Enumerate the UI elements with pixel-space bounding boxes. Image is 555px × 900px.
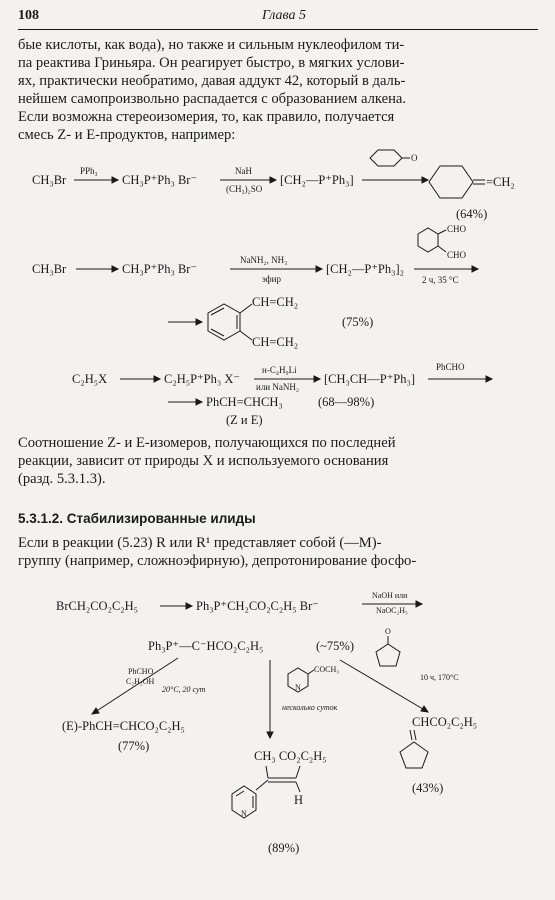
text-line: нейшем самопроизвольно распадается с образованием алкена. <box>18 91 407 107</box>
s2-base1: NaOH или <box>372 591 408 600</box>
r2-salt: CH₃P⁺Ph₃ Br⁻ <box>122 262 198 276</box>
s2-left-reagent1: PhCHO <box>128 667 154 676</box>
paragraph-stabilized <box>18 534 536 570</box>
reaction-scheme-2 <box>0 580 555 895</box>
r2-vinyl-bottom: CH=CH₂ <box>252 335 299 349</box>
s2-right-yield: (43%) <box>412 781 444 795</box>
arrowhead <box>112 266 118 272</box>
s2-left-reagent2: C₂H₅OH <box>126 677 155 686</box>
atom-n: N <box>295 683 301 692</box>
methylenecyclohexane-structure <box>429 166 485 198</box>
s2-mid-yield: (89%) <box>268 841 300 855</box>
text-line: (разд. 5.3.1.3). <box>18 471 106 487</box>
r1-ylide: [CH₂—P⁺Ph₃] <box>280 173 354 187</box>
divinylbenzene-structure <box>208 304 252 340</box>
pyridyl-crotonate-structure <box>232 766 300 818</box>
s2-salt: Ph₃P⁺CH₂CO₂C₂H₅ Br⁻ <box>196 599 319 613</box>
cyclopentanone-structure <box>376 627 400 666</box>
s2-left-conditions: 20°C, 20 сут <box>162 685 206 694</box>
r1-product: =CH₂ <box>486 175 515 189</box>
cyclopentylidene-structure <box>400 730 428 768</box>
r3-product: PhCH=CHCH₃ <box>206 395 283 409</box>
text-line: смесь Z- и E-продуктов, например: <box>18 127 236 143</box>
r2-vinyl-top: CH=CH₂ <box>252 295 299 309</box>
s2-mid-product-top: CH₃ CO₂C₂H₅ <box>254 749 327 763</box>
r1-salt: CH₃P⁺Ph₃ Br⁻ <box>122 173 198 187</box>
s2-left-yield: (77%) <box>118 739 150 753</box>
s2-mid-reagent: COCH₃ <box>314 665 340 674</box>
s2-mid-product-h: H <box>294 793 304 807</box>
s2-base2: NaOC₂H₅ <box>376 606 408 615</box>
arrowhead <box>112 177 118 183</box>
arrowhead <box>186 603 192 609</box>
r2-base: NaNH₂, NH₃ <box>240 255 288 265</box>
r2-yield: (75%) <box>342 315 374 329</box>
arrowhead <box>416 601 422 607</box>
r1-base: NaH <box>235 166 252 176</box>
reaction-scheme-1 <box>0 148 555 430</box>
arrowhead <box>314 376 320 382</box>
text-line: группу (например, сложноэфирную), депротонирование фосфо- <box>18 553 417 569</box>
atom-n: N <box>241 809 247 818</box>
text-line: па реактива Гриньяра. Он реагирует быстро, в мягких услови- <box>18 55 405 71</box>
arrowhead <box>472 266 478 272</box>
phthalaldehyde-structure <box>418 228 446 252</box>
text-line: Соотношение Z- и E-изомеров, получающихся по последней <box>18 435 396 451</box>
text-line: Если возможна стереоизомерия, то, как правило, получается <box>18 109 395 125</box>
r2-start: CH₃Br <box>32 262 67 276</box>
r1-start: CH₃Br <box>32 173 67 187</box>
text-line: бые кислоты, как вода), но также и сильным нуклеофилом ти- <box>18 37 405 53</box>
text-line: ях, практически необратимо, давая аддукт 42, который в даль- <box>18 73 406 89</box>
r1-solvent: (CH₃)₂SO <box>226 184 263 194</box>
r3-ylide: [CH₃CH—P⁺Ph₃] <box>324 372 416 386</box>
s2-right-conditions: 10 ч, 170°C <box>420 673 459 682</box>
r3-isomers: (Z и E) <box>226 413 263 427</box>
r3-base2: или NaNH₂ <box>256 382 300 392</box>
page-number: 108 <box>18 8 39 23</box>
r2-ylide: [CH₂—P⁺Ph₃]₂ <box>326 262 405 276</box>
arrowhead <box>486 376 492 382</box>
paragraph-intro <box>18 36 536 144</box>
atom-o: O <box>411 153 418 163</box>
arrowhead <box>270 177 276 183</box>
r2-cho-bottom: CHO <box>447 250 467 260</box>
arrowhead <box>196 319 202 325</box>
s2-right-ketone-o: O <box>385 627 391 636</box>
r2-solvent: эфир <box>262 274 281 284</box>
acetylpyridine-structure <box>288 668 314 692</box>
text-line: реакции, зависит от природы X и используемого основания <box>18 453 389 469</box>
arrowhead <box>267 732 273 738</box>
s2-right-product: CHCO₂C₂H₅ <box>412 715 478 729</box>
s2-mid-conditions: несколько суток <box>282 703 338 712</box>
arrowhead <box>92 708 99 714</box>
s2-ylide: Ph₃P⁺—C⁻HCO₂C₂H₅ <box>148 639 264 653</box>
arrowhead <box>422 177 428 183</box>
r1-reagent: PPh₃ <box>80 166 98 176</box>
r3-start: C₂H₅X <box>72 372 108 386</box>
text-line: Если в реакции (5.23) R или R¹ представляет собой (—M)- <box>18 535 382 551</box>
cyclohexanone-structure <box>370 150 418 166</box>
r1-yield: (64%) <box>456 207 488 221</box>
section-title: 5.3.1.2. Стабилизированные илиды <box>18 511 256 526</box>
header-rule <box>18 29 538 30</box>
arrowhead <box>421 706 428 712</box>
r2-cho-top: CHO <box>447 224 467 234</box>
s2-ylide-yield: (~75%) <box>316 639 355 653</box>
s2-left-product: (E)-PhCH=CHCO₂C₂H₅ <box>62 719 185 733</box>
r3-reagent: PhCHO <box>436 362 465 372</box>
chapter-title: Глава 5 <box>262 8 306 23</box>
r3-salt: C₂H₅P⁺Ph₃ X⁻ <box>164 372 240 386</box>
r2-conditions: 2 ч, 35 °C <box>422 275 459 285</box>
arrow-right <box>340 660 428 712</box>
r3-yield: (68—98%) <box>318 395 375 409</box>
arrowhead <box>316 266 322 272</box>
arrowhead <box>154 376 160 382</box>
paragraph-ratio <box>18 434 536 488</box>
s2-start: BrCH₂CO₂C₂H₅ <box>56 599 139 613</box>
arrowhead <box>196 399 202 405</box>
r3-base1: н-C₄H₉Li <box>262 365 297 375</box>
